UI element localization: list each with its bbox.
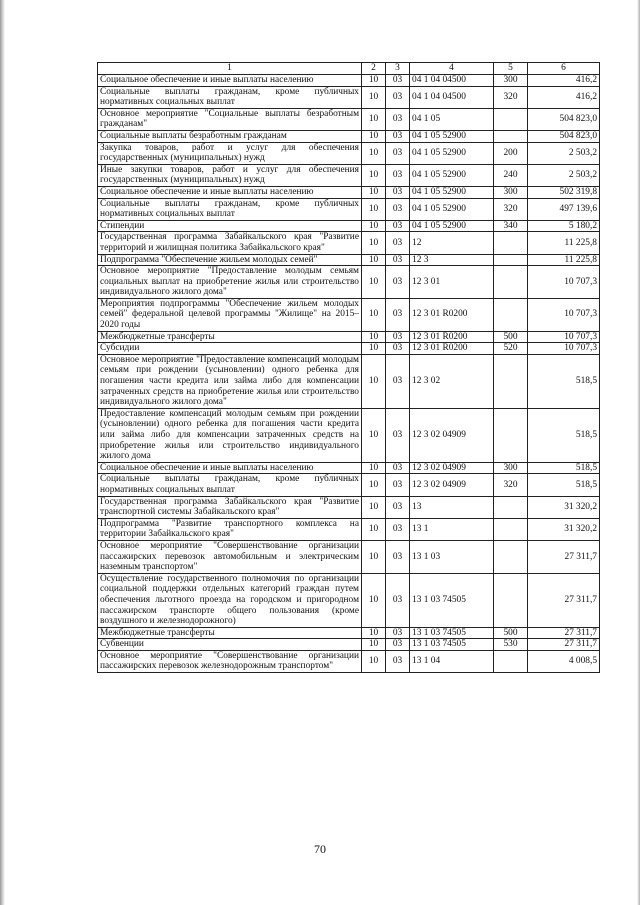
table-row xyxy=(98,343,600,355)
amount-cell: 4 008,5 xyxy=(528,650,600,672)
amount-cell: 5 180,2 xyxy=(528,220,600,232)
target-article-cell: 04 1 04 04500 xyxy=(410,75,494,87)
target-article-cell: 13 1 04 xyxy=(410,650,494,672)
subsection-code-cell: 03 xyxy=(386,142,410,164)
subsection-code-cell: 03 xyxy=(386,186,410,198)
row-name-cell: Осуществление государственного полномочия по организации социальной поддержки отдельных категорий граждан путем обеспечения льготного проезда на городском и пригородном пассажирском транспорте общего пользования (кроме воздушного и железнодорожного) xyxy=(98,573,362,627)
target-article-cell: 13 1 03 74505 xyxy=(410,573,494,627)
scan-edge-left xyxy=(0,0,5,905)
subsection-code-cell: 03 xyxy=(386,298,410,331)
amount-cell: 31 320,2 xyxy=(528,496,600,518)
subsection-code-cell: 03 xyxy=(386,232,410,254)
column-header: 1 xyxy=(98,63,362,75)
target-article-cell: 04 1 05 52900 xyxy=(410,220,494,232)
column-header: 4 xyxy=(410,63,494,75)
expense-type-cell: 240 xyxy=(494,164,528,186)
subsection-code-cell: 03 xyxy=(386,496,410,518)
expense-type-cell: 200 xyxy=(494,142,528,164)
expense-type-cell: 300 xyxy=(494,186,528,198)
budget-table xyxy=(97,62,600,673)
subsection-code-cell: 03 xyxy=(386,108,410,130)
subsection-code-cell: 03 xyxy=(386,474,410,496)
section-code-cell: 10 xyxy=(362,266,386,299)
section-code-cell: 10 xyxy=(362,186,386,198)
table-row xyxy=(98,86,600,108)
amount-cell: 27 311,7 xyxy=(528,540,600,573)
amount-cell: 2 503,2 xyxy=(528,142,600,164)
subsection-code-cell: 03 xyxy=(386,573,410,627)
amount-cell: 10 707,3 xyxy=(528,343,600,355)
table-header-row xyxy=(98,63,600,75)
expense-type-cell xyxy=(494,298,528,331)
target-article-cell: 04 1 05 xyxy=(410,108,494,130)
table-row xyxy=(98,142,600,164)
row-name-cell: Основное мероприятие "Социальные выплаты безработным гражданам" xyxy=(98,108,362,130)
row-name-cell: Стипендии xyxy=(98,220,362,232)
section-code-cell: 10 xyxy=(362,354,386,408)
expense-type-cell xyxy=(494,518,528,540)
amount-cell: 11 225,8 xyxy=(528,232,600,254)
amount-cell: 518,5 xyxy=(528,408,600,462)
table-row xyxy=(98,650,600,672)
table-row xyxy=(98,627,600,639)
amount-cell: 10 707,3 xyxy=(528,298,600,331)
amount-cell: 497 139,6 xyxy=(528,198,600,220)
expense-type-cell: 530 xyxy=(494,639,528,651)
row-name-cell: Социальное обеспечение и иные выплаты населению xyxy=(98,462,362,474)
table-row xyxy=(98,266,600,299)
amount-cell: 502 319,8 xyxy=(528,186,600,198)
subsection-code-cell: 03 xyxy=(386,343,410,355)
target-article-cell: 12 3 01 R0200 xyxy=(410,298,494,331)
expense-type-cell xyxy=(494,408,528,462)
section-code-cell: 10 xyxy=(362,130,386,142)
amount-cell: 2 503,2 xyxy=(528,164,600,186)
table-row xyxy=(98,220,600,232)
expense-type-cell: 520 xyxy=(494,343,528,355)
section-code-cell: 10 xyxy=(362,343,386,355)
row-name-cell: Межбюджетные трансферты xyxy=(98,627,362,639)
section-code-cell: 10 xyxy=(362,650,386,672)
row-name-cell: Государственная программа Забайкальского края "Развитие транспортной системы Забайкальского края" xyxy=(98,496,362,518)
amount-cell: 10 707,3 xyxy=(528,266,600,299)
target-article-cell: 12 xyxy=(410,232,494,254)
section-code-cell: 10 xyxy=(362,639,386,651)
column-header: 5 xyxy=(494,63,528,75)
table-row xyxy=(98,130,600,142)
row-name-cell: Социальное обеспечение и иные выплаты населению xyxy=(98,186,362,198)
section-code-cell: 10 xyxy=(362,408,386,462)
amount-cell: 504 823,0 xyxy=(528,130,600,142)
page-number: 70 xyxy=(314,842,326,856)
amount-cell: 27 311,7 xyxy=(528,573,600,627)
expense-type-cell xyxy=(494,354,528,408)
subsection-code-cell: 03 xyxy=(386,254,410,266)
section-code-cell: 10 xyxy=(362,518,386,540)
expense-type-cell xyxy=(494,650,528,672)
column-header: 2 xyxy=(362,63,386,75)
table-row xyxy=(98,331,600,343)
table-row xyxy=(98,354,600,408)
row-name-cell: Предоставление компенсаций молодым семьям при рождении (усыновлении) одного ребенка для погашения части кредита или займа либо для компенсации затраченных средств на приобретение жилья или строительство индивидуального жилого дома xyxy=(98,408,362,462)
row-name-cell: Иные закупки товаров, работ и услуг для обеспечения государственных (муниципальных) нужд xyxy=(98,164,362,186)
section-code-cell: 10 xyxy=(362,220,386,232)
table-row xyxy=(98,496,600,518)
table-row xyxy=(98,254,600,266)
target-article-cell: 13 xyxy=(410,496,494,518)
subsection-code-cell: 03 xyxy=(386,198,410,220)
table-row xyxy=(98,164,600,186)
subsection-code-cell: 03 xyxy=(386,627,410,639)
row-name-cell: Основное мероприятие "Совершенствование организации пассажирских перевозок автомобильным и электрическим наземным транспортом" xyxy=(98,540,362,573)
amount-cell: 31 320,2 xyxy=(528,518,600,540)
subsection-code-cell: 03 xyxy=(386,408,410,462)
target-article-cell: 04 1 04 04500 xyxy=(410,86,494,108)
target-article-cell: 12 3 01 R0200 xyxy=(410,343,494,355)
section-code-cell: 10 xyxy=(362,108,386,130)
expense-type-cell: 320 xyxy=(494,198,528,220)
row-name-cell: Социальные выплаты гражданам, кроме публичных нормативных социальных выплат xyxy=(98,86,362,108)
section-code-cell: 10 xyxy=(362,75,386,87)
section-code-cell: 10 xyxy=(362,254,386,266)
subsection-code-cell: 03 xyxy=(386,639,410,651)
section-code-cell: 10 xyxy=(362,298,386,331)
table-row xyxy=(98,518,600,540)
row-name-cell: Социальные выплаты гражданам, кроме публичных нормативных социальных выплат xyxy=(98,198,362,220)
amount-cell: 518,5 xyxy=(528,462,600,474)
target-article-cell: 04 1 05 52900 xyxy=(410,142,494,164)
table-body xyxy=(98,75,600,673)
target-article-cell: 12 3 xyxy=(410,254,494,266)
expense-type-cell xyxy=(494,232,528,254)
amount-cell: 518,5 xyxy=(528,354,600,408)
row-name-cell: Субсидии xyxy=(98,343,362,355)
column-header: 3 xyxy=(386,63,410,75)
section-code-cell: 10 xyxy=(362,627,386,639)
row-name-cell: Основное мероприятие "Предоставление компенсаций молодым семьям при рождении (усыновлении) одного ребенка для погашения части кредита или займа либо для компенсации затраченных средств на приобретение жилья или строительство индивидуального жилого дома" xyxy=(98,354,362,408)
expense-type-cell: 300 xyxy=(494,75,528,87)
subsection-code-cell: 03 xyxy=(386,130,410,142)
amount-cell: 27 311,7 xyxy=(528,627,600,639)
expense-type-cell: 500 xyxy=(494,331,528,343)
section-code-cell: 10 xyxy=(362,198,386,220)
target-article-cell: 12 3 02 04909 xyxy=(410,408,494,462)
subsection-code-cell: 03 xyxy=(386,331,410,343)
section-code-cell: 10 xyxy=(362,142,386,164)
target-article-cell: 04 1 05 52900 xyxy=(410,186,494,198)
subsection-code-cell: 03 xyxy=(386,86,410,108)
expense-type-cell: 320 xyxy=(494,474,528,496)
table-row xyxy=(98,108,600,130)
section-code-cell: 10 xyxy=(362,496,386,518)
target-article-cell: 12 3 01 xyxy=(410,266,494,299)
row-name-cell: Социальное обеспечение и иные выплаты населению xyxy=(98,75,362,87)
target-article-cell: 04 1 05 52900 xyxy=(410,198,494,220)
row-name-cell: Мероприятия подпрограммы "Обеспечение жильем молодых семей" федеральной целевой программы "Жилище" на 2015–2020 годы xyxy=(98,298,362,331)
row-name-cell: Субвенции xyxy=(98,639,362,651)
target-article-cell: 13 1 03 74505 xyxy=(410,639,494,651)
subsection-code-cell: 03 xyxy=(386,540,410,573)
target-article-cell: 12 3 02 04909 xyxy=(410,474,494,496)
target-article-cell: 04 1 05 52900 xyxy=(410,164,494,186)
expense-type-cell xyxy=(494,266,528,299)
amount-cell: 10 707,3 xyxy=(528,331,600,343)
table-row xyxy=(98,232,600,254)
section-code-cell: 10 xyxy=(362,232,386,254)
expense-type-cell: 340 xyxy=(494,220,528,232)
section-code-cell: 10 xyxy=(362,573,386,627)
subsection-code-cell: 03 xyxy=(386,462,410,474)
section-code-cell: 10 xyxy=(362,331,386,343)
row-name-cell: Социальные выплаты гражданам, кроме публичных нормативных социальных выплат xyxy=(98,474,362,496)
expense-type-cell: 320 xyxy=(494,86,528,108)
target-article-cell: 12 3 02 04909 xyxy=(410,462,494,474)
row-name-cell: Государственная программа Забайкальского края "Развитие территорий и жилищная политика Забайкальского края" xyxy=(98,232,362,254)
amount-cell: 416,2 xyxy=(528,86,600,108)
amount-cell: 27 311,7 xyxy=(528,639,600,651)
expense-type-cell xyxy=(494,496,528,518)
table-row xyxy=(98,474,600,496)
row-name-cell: Закупка товаров, работ и услуг для обеспечения государственных (муниципальных) нужд xyxy=(98,142,362,164)
table-row xyxy=(98,573,600,627)
table-row xyxy=(98,639,600,651)
row-name-cell: Подпрограмма "Развитие транспортного комплекса на территории Забайкальского края" xyxy=(98,518,362,540)
subsection-code-cell: 03 xyxy=(386,266,410,299)
amount-cell: 11 225,8 xyxy=(528,254,600,266)
column-header: 6 xyxy=(528,63,600,75)
table-row xyxy=(98,298,600,331)
amount-cell: 416,2 xyxy=(528,75,600,87)
target-article-cell: 04 1 05 52900 xyxy=(410,130,494,142)
target-article-cell: 12 3 02 xyxy=(410,354,494,408)
table-row xyxy=(98,540,600,573)
expense-type-cell xyxy=(494,540,528,573)
subsection-code-cell: 03 xyxy=(386,354,410,408)
expense-type-cell xyxy=(494,254,528,266)
section-code-cell: 10 xyxy=(362,164,386,186)
target-article-cell: 13 1 03 74505 xyxy=(410,627,494,639)
subsection-code-cell: 03 xyxy=(386,75,410,87)
table-row xyxy=(98,408,600,462)
target-article-cell: 12 3 01 R0200 xyxy=(410,331,494,343)
table-row xyxy=(98,462,600,474)
expense-type-cell: 300 xyxy=(494,462,528,474)
expense-type-cell xyxy=(494,130,528,142)
expense-type-cell xyxy=(494,573,528,627)
subsection-code-cell: 03 xyxy=(386,164,410,186)
target-article-cell: 13 1 xyxy=(410,518,494,540)
table-row xyxy=(98,186,600,198)
table-row xyxy=(98,75,600,87)
subsection-code-cell: 03 xyxy=(386,518,410,540)
section-code-cell: 10 xyxy=(362,462,386,474)
expense-type-cell xyxy=(494,108,528,130)
section-code-cell: 10 xyxy=(362,474,386,496)
table-row xyxy=(98,198,600,220)
row-name-cell: Основное мероприятие "Совершенствование организации пассажирских перевозок железнодорожным транспортом" xyxy=(98,650,362,672)
row-name-cell: Межбюджетные трансферты xyxy=(98,331,362,343)
expense-type-cell: 500 xyxy=(494,627,528,639)
row-name-cell: Подпрограмма "Обеспечение жильем молодых семей" xyxy=(98,254,362,266)
subsection-code-cell: 03 xyxy=(386,220,410,232)
amount-cell: 504 823,0 xyxy=(528,108,600,130)
section-code-cell: 10 xyxy=(362,86,386,108)
row-name-cell: Основное мероприятие "Предоставление молодым семьям социальных выплат на приобретение жилья или строительство индивидуального жилого дома" xyxy=(98,266,362,299)
amount-cell: 518,5 xyxy=(528,474,600,496)
section-code-cell: 10 xyxy=(362,540,386,573)
row-name-cell: Социальные выплаты безработным гражданам xyxy=(98,130,362,142)
target-article-cell: 13 1 03 xyxy=(410,540,494,573)
subsection-code-cell: 03 xyxy=(386,650,410,672)
